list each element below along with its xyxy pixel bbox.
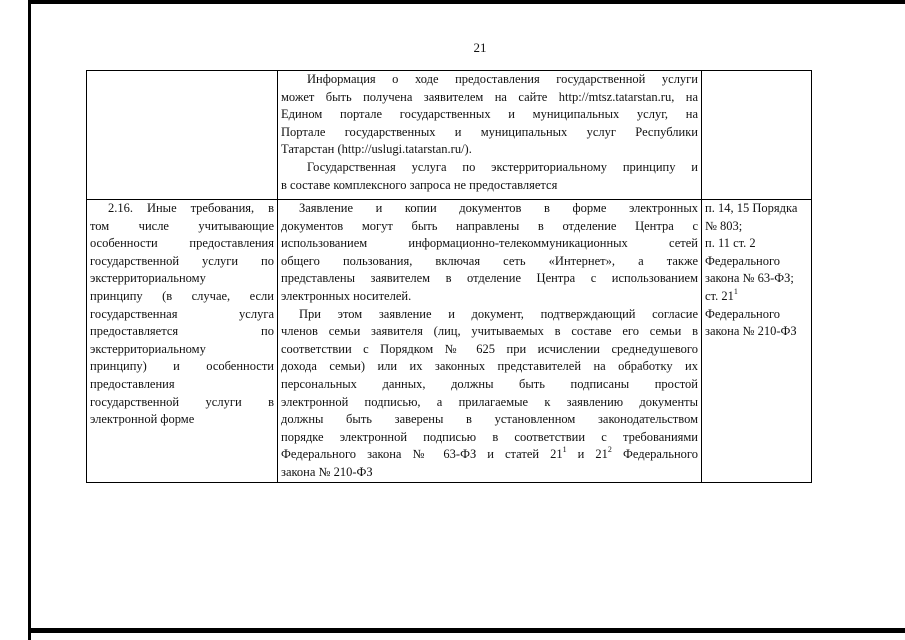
table-cell-requirement xyxy=(87,71,278,200)
table-row xyxy=(87,200,812,483)
page-border-top xyxy=(28,0,905,4)
text-line: 2.16. Иные требования, в xyxy=(108,201,274,215)
text-line: электронной форме xyxy=(90,412,195,427)
text-line xyxy=(281,446,698,464)
superscript: 1 xyxy=(562,445,567,455)
text-line: том числе учитывающие xyxy=(90,218,274,233)
table-row xyxy=(87,71,812,200)
text-line: электронной подписью, а прилагаемые к заявлению документы xyxy=(281,394,698,409)
text-line: Едином портале государственных и муниципальных услуг, на xyxy=(281,107,698,122)
text-line: экстерриториальному xyxy=(90,271,206,286)
table-cell-content xyxy=(278,71,702,200)
text-line: использованием информационно-телекоммуникационных сетей xyxy=(281,236,698,251)
text-fragment: и 21 xyxy=(566,447,608,462)
page-border-left xyxy=(28,0,31,640)
table-cell-legal-basis xyxy=(702,200,812,483)
text-line: дохода семьи) или их законных представителей на обработку их xyxy=(281,359,698,374)
text-fragment: Федерального закона № 63-ФЗ и статей 21 xyxy=(281,447,563,462)
text-line: Татарстан (http://uslugi.tatarstan.ru/). xyxy=(281,142,472,157)
text-line: может быть получена заявителем на сайте http://mtsz.tatarstan.ru, на xyxy=(281,89,698,104)
text-line: п. 11 ст. 2 xyxy=(705,236,756,251)
text-line: Заявление и копии документов в форме электронных xyxy=(299,201,698,215)
text-line: государственной услуги по xyxy=(90,253,274,268)
text-line: экстерриториальному xyxy=(90,341,206,356)
superscript: 1 xyxy=(733,286,738,296)
text-line: персональных данных, должны быть подписаны простой xyxy=(281,376,698,391)
text-line: При этом заявление и документ, подтверждающий согласие xyxy=(299,306,698,321)
text-fragment: Федерального xyxy=(611,447,698,462)
page-number: 21 xyxy=(473,40,487,55)
text-line: документов могут быть направлены в отделение Центра с xyxy=(281,218,698,233)
page-border-bottom xyxy=(28,628,905,633)
text-line: Федерального xyxy=(705,306,781,321)
superscript: 2 xyxy=(607,445,612,455)
text-line: принципу) и особенности xyxy=(90,359,274,374)
text-line: государственная услуга xyxy=(90,306,274,321)
text-line: закона № 210-ФЗ xyxy=(281,464,373,479)
text-line: закона № 63-ФЗ; xyxy=(705,271,794,286)
text-line: порядке электронной подписью в соответствии с требованиями xyxy=(281,429,698,444)
text-line: Портале государственных и муниципальных услуг Республики xyxy=(281,124,698,139)
regulation-table xyxy=(86,70,812,483)
text-line: членов семьи заявителя (лиц, учитываемых в составе его семьи в xyxy=(281,324,698,339)
text-line: в составе комплексного запроса не предоставляется xyxy=(281,177,558,192)
text-line: государственной услуги в xyxy=(90,394,274,409)
text-line: Государственная услуга по экстерриториальному принципу и xyxy=(307,159,698,174)
text-line: должны быть заверены в установленном законодательством xyxy=(281,412,698,427)
table-cell-requirement xyxy=(87,200,278,483)
text-line: предоставления xyxy=(90,376,175,391)
text-line: электронных носителей. xyxy=(281,288,412,303)
text-line: № 803; xyxy=(705,218,743,233)
text-line: соответствии с Порядком № 625 при исчислении среднедушевого xyxy=(281,341,698,356)
text-line: предоставляется по xyxy=(90,324,274,339)
text-line: п. 14, 15 Порядка xyxy=(705,201,798,215)
text-line: представлены заявителем в отделение Центра с использованием xyxy=(281,271,698,286)
text-line: общего пользования, включая сеть «Интернет», а также xyxy=(281,253,698,268)
text-line: закона № 210-ФЗ xyxy=(705,324,797,339)
text-line: особенности предоставления xyxy=(90,236,274,251)
text-line: принципу (в случае, если xyxy=(90,288,274,303)
table-cell-content xyxy=(278,200,702,483)
text-line: Информация о ходе предоставления государственной услуги xyxy=(307,72,698,86)
text-line xyxy=(705,288,808,306)
table-cell-legal-basis xyxy=(702,71,812,200)
text-fragment: ст. 21 xyxy=(705,288,734,303)
text-line: Федерального xyxy=(705,253,781,268)
